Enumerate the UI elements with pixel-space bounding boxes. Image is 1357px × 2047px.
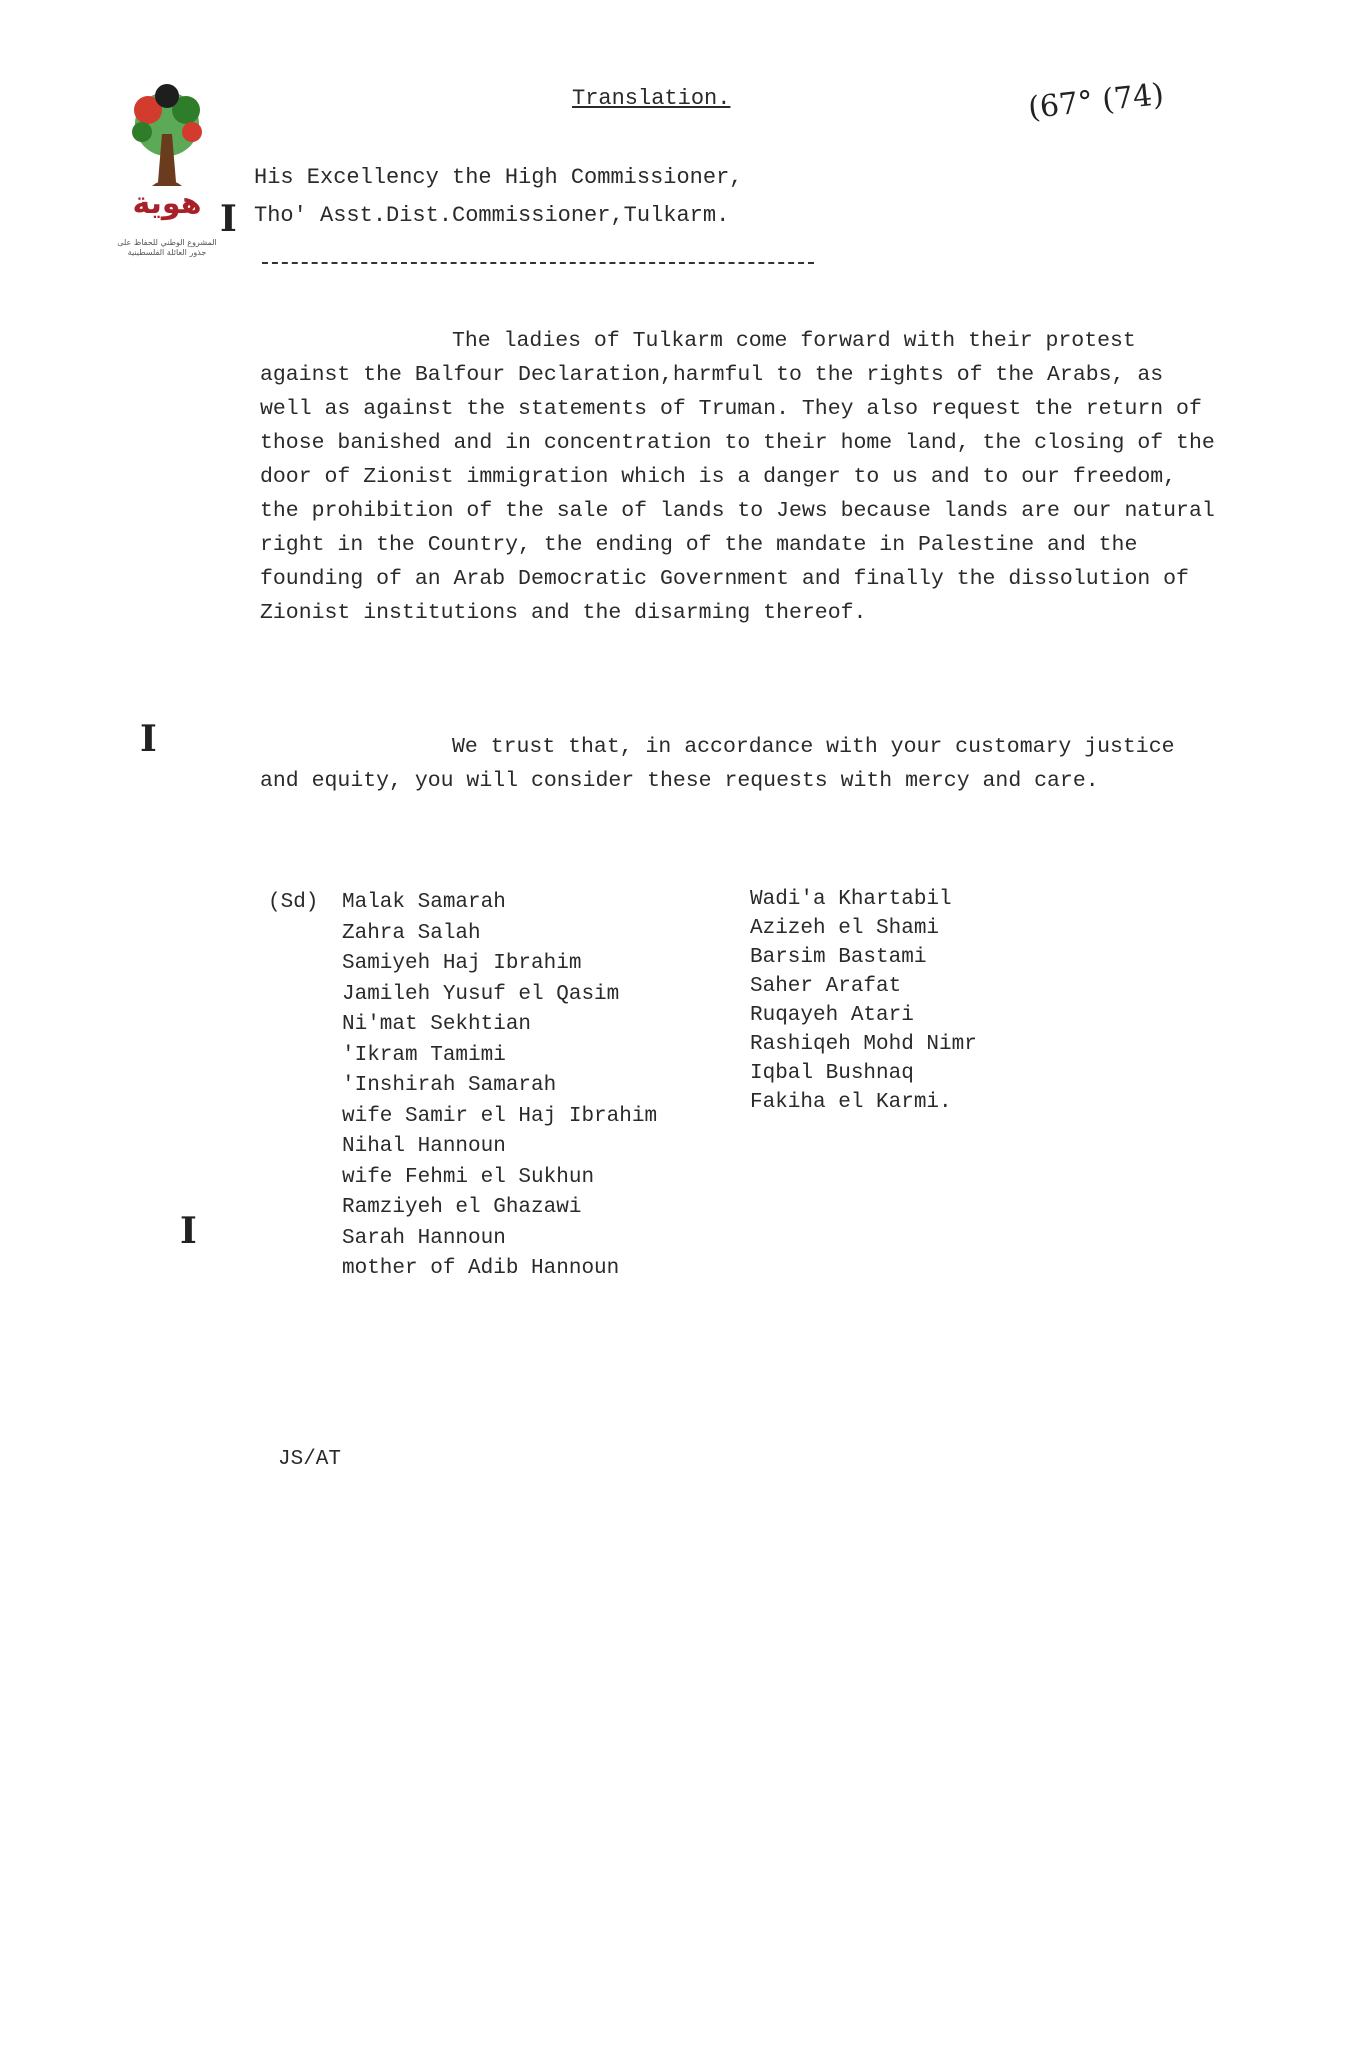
signatories-right [750, 885, 977, 1117]
signatory: Rashiqeh Mohd Nimr [750, 1033, 977, 1056]
document-title: Translation. [572, 86, 731, 111]
address-line-1: His Excellency the High Commissioner, [254, 165, 743, 190]
hawiya-logo [112, 74, 222, 264]
margin-mark: I [140, 718, 157, 760]
margin-mark: I [220, 198, 237, 240]
paragraph-1-text: The ladies of Tulkarm come forward with their protest against the Balfour Declaration,harmful to the rights of the Arabs, as well as against the statements of Truman. They also request the return of those banished and in concentration to their home land, the closing of the door of Zionist immigration which is a danger to us and to our freedom, the prohibition of the sale of lands to Jews because lands are our natural right in the Country, the ending of the mandate in Palestine and the founding of an Arab Democratic Government and finally the dissolution of Zionist institutions and the disarming thereof. [260, 329, 1215, 625]
signatories-left [268, 888, 657, 1285]
signatory: (Sd) Malak Samarah [268, 888, 657, 919]
signatory: Azizeh el Shami [750, 917, 940, 940]
signatory: Zahra Salah [342, 921, 481, 945]
signatory: Ruqayeh Atari [750, 1004, 914, 1027]
signatory: Fakiha el Karmi. [750, 1091, 952, 1114]
signatory: Sarah Hannoun [342, 1226, 506, 1250]
signatory: Ramziyeh el Ghazawi [342, 1196, 582, 1219]
signed-prefix: (Sd) [268, 891, 319, 914]
signatory: 'Inshirah Samarah [342, 1074, 557, 1097]
signatory: wife Samir el Haj Ibrahim [342, 1104, 658, 1128]
signatory: 'Ikram Tamimi [342, 1043, 506, 1067]
signatory: wife Fehmi el Sukhun [342, 1165, 595, 1189]
signatory: Nihal Hannoun [342, 1135, 506, 1158]
logo-subtitle: المشروع الوطني للحفاظ على جذور العائلة الفلسطينية [117, 238, 217, 257]
reference-initials: JS/AT [278, 1448, 342, 1471]
signatory: mother of Adib Hannoun [342, 1257, 620, 1280]
address-divider [262, 262, 814, 264]
signatory: Wadi'a Khartabil [750, 888, 952, 911]
signatory: Saher Arafat [750, 975, 902, 998]
signatory: Iqbal Bushnaq [750, 1062, 914, 1085]
body-paragraph-2 [260, 730, 1220, 798]
logo-wordmark: هوية [132, 186, 202, 221]
body-paragraph-1 [260, 324, 1220, 630]
paragraph-2-text: We trust that, in accordance with your customary justice and equity, you will consider these requests with mercy and care. [260, 735, 1175, 793]
address-line-2: Tho' Asst.Dist.Commissioner,Tulkarm. [254, 203, 730, 228]
archive-number: (67° (74) [1026, 76, 1166, 127]
signatory: Jamileh Yusuf el Qasim [342, 982, 620, 1006]
signatory: Barsim Bastami [750, 946, 927, 969]
signatory: Samiyeh Haj Ibrahim [342, 952, 582, 975]
tree-logo-icon [112, 74, 222, 194]
signatory: Ni'mat Sekhtian [342, 1013, 532, 1036]
margin-mark: I [180, 1210, 197, 1252]
